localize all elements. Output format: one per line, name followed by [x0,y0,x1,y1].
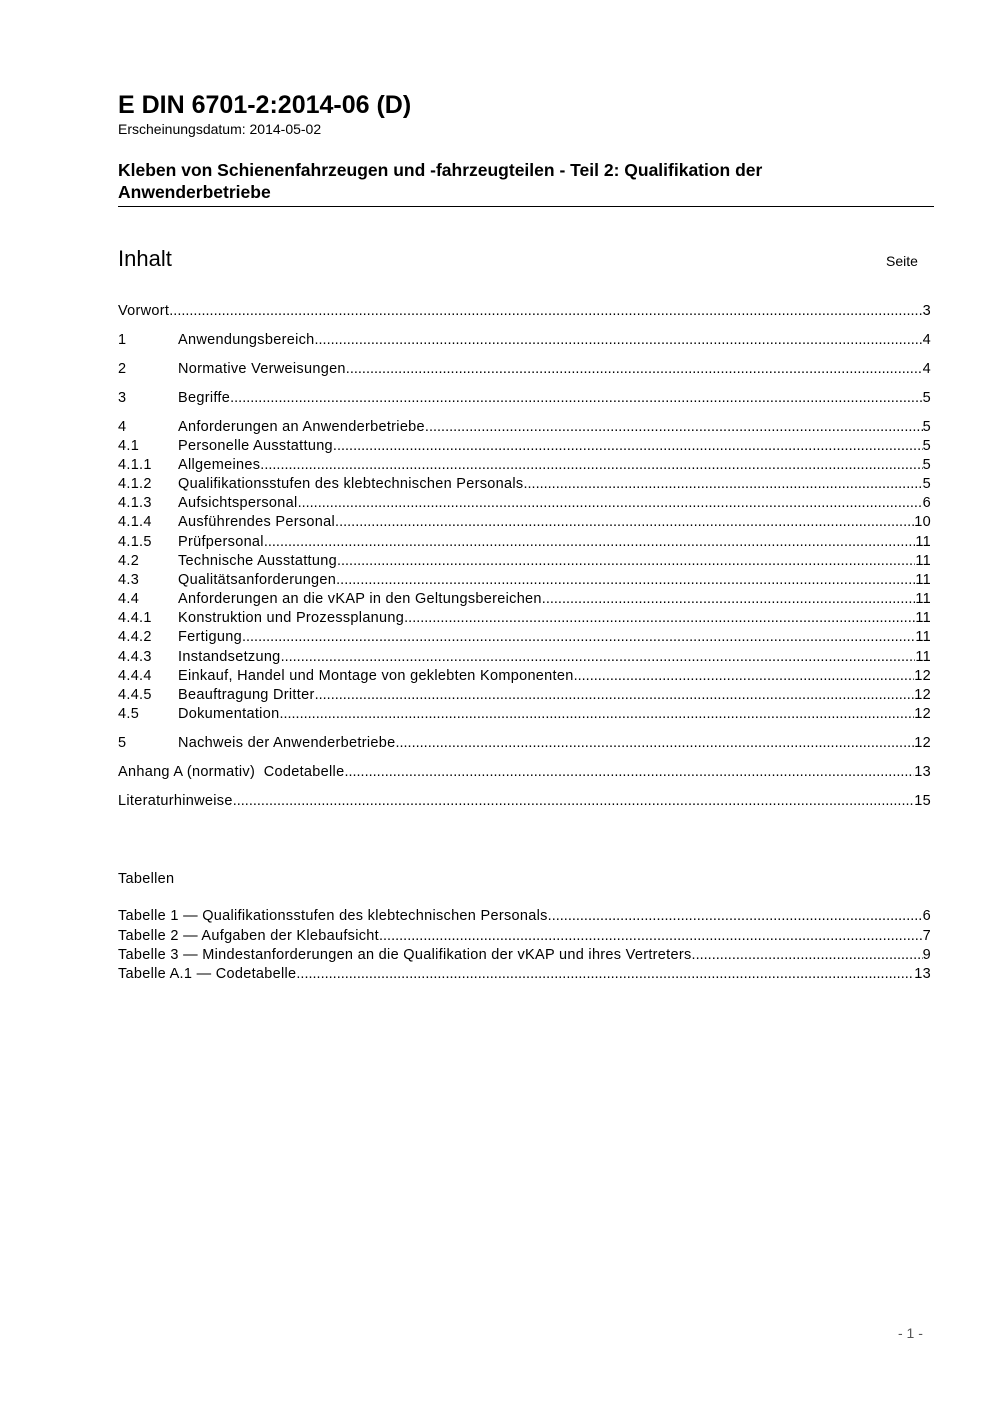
table-entry-title: Tabelle 1 — Qualifikationsstufen des klebtechnischen Personals [118,908,548,924]
document-id: E DIN 6701-2:2014-06 (D) [118,91,412,119]
toc-entry-4-4-5[interactable] [118,686,931,705]
toc-entry-title: Dokumentation [178,706,280,722]
toc-entry-2[interactable] [118,360,931,379]
toc-entry-4-1-2[interactable] [118,475,931,494]
toc-leader-dots [333,437,923,456]
toc-entry-number: 4.1.2 [118,476,152,492]
toc-entry-title: Beauftragung Dritter [178,687,315,703]
title-divider [118,206,934,207]
toc-entry-1[interactable] [118,331,931,350]
toc-entry-page: 5 [922,438,931,454]
table-entry-a1[interactable] [118,965,931,984]
toc-entry-page: 6 [922,495,931,511]
toc-entry-4-5[interactable] [118,705,931,724]
toc-entry-page: 5 [922,476,931,492]
toc-entry-number: 4.4 [118,591,140,607]
table-entry-page: 6 [922,908,931,924]
footer-page-number: - 1 - [898,1325,923,1341]
toc-entry-page: 3 [922,303,931,319]
toc-entry-number: 4.3 [118,572,140,588]
toc-entry-page: 11 [915,629,931,645]
toc-entry-title: Qualitätsanforderungen [178,572,337,588]
toc-entry-title: Anhang A (normativ) Codetabelle [118,764,345,780]
toc-leader-dots [233,792,915,811]
table-entry-page: 13 [914,966,931,982]
toc-entry-title: Aufsichtspersonal [178,495,298,511]
toc-entry-number: 2 [118,361,127,377]
table-entry-title: Tabelle 2 — Aufgaben der Klebaufsicht [118,928,379,944]
toc-leader-dots [336,571,915,590]
toc-entry-page: 11 [915,572,931,588]
toc-entry-title: Qualifikationsstufen des klebtechnischen Personals [178,476,524,492]
document-title: Kleben von Schienenfahrzeugen und -fahrzeugteilen - Teil 2: Qualifikation der Anwenderbetriebe [118,160,763,202]
toc-entry-page: 11 [915,591,931,607]
toc-leader-dots [264,533,916,552]
toc-entry-4-2[interactable] [118,552,931,571]
toc-entry-title: Prüfpersonal [178,534,264,550]
toc-entry-title: Fertigung [178,629,242,645]
table-entry-page: 7 [922,928,931,944]
toc-leader-dots [337,552,915,571]
toc-leader-dots [335,513,914,532]
toc-entry-number: 4.1 [118,438,140,454]
toc-entry-title: Anforderungen an Anwenderbetriebe [178,419,425,435]
toc-entry-title: Anwendungsbereich [178,332,315,348]
toc-leader-dots [344,763,914,782]
toc-entry-page: 5 [922,419,931,435]
table-entry-2[interactable] [118,927,931,946]
toc-entry-number: 4.1.4 [118,514,152,530]
toc-entry-title: Personelle Ausstattung [178,438,333,454]
toc-leader-dots [523,475,922,494]
toc-leader-dots [242,628,915,647]
table-entry-page: 9 [922,947,931,963]
table-entry-title: Tabelle A.1 — Codetabelle [118,966,297,982]
toc-entry-page: 11 [915,649,931,665]
toc-entry-number: 5 [118,735,127,751]
toc-entry-4-4-3[interactable] [118,648,931,667]
toc-entry-title: Literaturhinweise [118,793,233,809]
toc-entry-number: 4 [118,419,127,435]
toc-entry-literaturhinweise[interactable] [118,792,931,811]
toc-entry-number: 4.1.5 [118,534,152,550]
toc-entry-anhang-a[interactable] [118,763,931,782]
table-entry-1[interactable] [118,907,931,926]
toc-entry-4-1[interactable] [118,437,931,456]
toc-entry-3[interactable] [118,389,931,408]
toc-entry-number: 4.4.3 [118,649,152,665]
publication-date: Erscheinungsdatum: 2014-05-02 [118,121,322,137]
toc-entry-title: Konstruktion und Prozessplanung [178,610,405,626]
toc-leader-dots [315,331,923,350]
toc-entry-4-4-2[interactable] [118,628,931,647]
toc-entry-number: 4.5 [118,706,140,722]
toc-entry-4-1-1[interactable] [118,456,931,475]
toc-entry-page: 5 [922,390,931,406]
toc-leader-dots [230,389,923,408]
toc-entry-number: 4.4.1 [118,610,152,626]
toc-entry-number: 4.1.1 [118,457,152,473]
toc-entry-title: Instandsetzung [178,649,281,665]
toc-entry-number: 1 [118,332,127,348]
toc-entry-4[interactable] [118,418,931,437]
toc-entry-number: 4.4.5 [118,687,152,703]
toc-leader-dots [315,686,915,705]
toc-entry-page: 12 [914,706,931,722]
table-entry-title: Tabelle 3 — Mindestanforderungen an die Qualifikation der vKAP und ihres Vertreters [118,947,692,963]
toc-entry-page: 15 [914,793,931,809]
toc-entry-4-1-3[interactable] [118,494,931,513]
toc-entry-page: 12 [914,735,931,751]
toc-leader-dots [574,667,915,686]
toc-entry-title: Einkauf, Handel und Montage von geklebten Komponenten [178,668,574,684]
toc-leader-dots [279,705,914,724]
table-leader-dots [296,965,914,984]
toc-entry-page: 11 [915,610,931,626]
toc-leader-dots [395,734,914,753]
toc-entry-4-4-1[interactable] [118,609,931,628]
toc-page-column-label: Seite [886,253,918,269]
toc-entry-title: Anforderungen an die vKAP in den Geltungsbereichen [178,591,542,607]
toc-entry-number: 3 [118,390,127,406]
toc-entry-number: 4.4.2 [118,629,152,645]
table-leader-dots [692,946,923,965]
toc-entry-title: Nachweis der Anwenderbetriebe [178,735,396,751]
toc-entry-page: 4 [922,361,931,377]
toc-entry-title: Normative Verweisungen [178,361,346,377]
toc-entry-4-4[interactable] [118,590,931,609]
toc-entry-number: 4.1.3 [118,495,152,511]
toc-entry-page: 4 [922,332,931,348]
toc-leader-dots [346,360,923,379]
toc-leader-dots [404,609,915,628]
toc-entry-4-1-4[interactable] [118,513,931,532]
table-leader-dots [548,907,923,926]
tables-heading: Tabellen [118,871,175,887]
toc-entry-page: 12 [914,687,931,703]
toc-entry-4-4-4[interactable] [118,667,931,686]
table-entry-3[interactable] [118,946,931,965]
toc-entry-5[interactable] [118,734,931,753]
toc-entry-title: Allgemeines [178,457,261,473]
toc-entry-4-1-5[interactable] [118,533,931,552]
toc-entry-page: 11 [915,553,931,569]
toc-leader-dots [542,590,916,609]
toc-leader-dots [425,418,923,437]
toc-leader-dots [169,302,922,321]
table-leader-dots [379,927,923,946]
toc-entry-title: Ausführendes Personal [178,514,336,530]
toc-entry-number: 4.2 [118,553,140,569]
toc-leader-dots [298,494,923,513]
toc-entry-page: 11 [915,534,931,550]
toc-entry-title: Vorwort [118,303,170,319]
toc-entry-vorwort[interactable] [118,302,931,321]
toc-heading: Inhalt [118,246,172,271]
toc-leader-dots [260,456,922,475]
toc-entry-number: 4.4.4 [118,668,152,684]
toc-entry-page: 5 [922,457,931,473]
toc-entry-page: 10 [914,514,931,530]
toc-leader-dots [281,648,916,667]
toc-entry-title: Begriffe [178,390,231,406]
toc-entry-4-3[interactable] [118,571,931,590]
toc-entry-page: 13 [914,764,931,780]
toc-entry-title: Technische Ausstattung [178,553,337,569]
toc-entry-page: 12 [914,668,931,684]
